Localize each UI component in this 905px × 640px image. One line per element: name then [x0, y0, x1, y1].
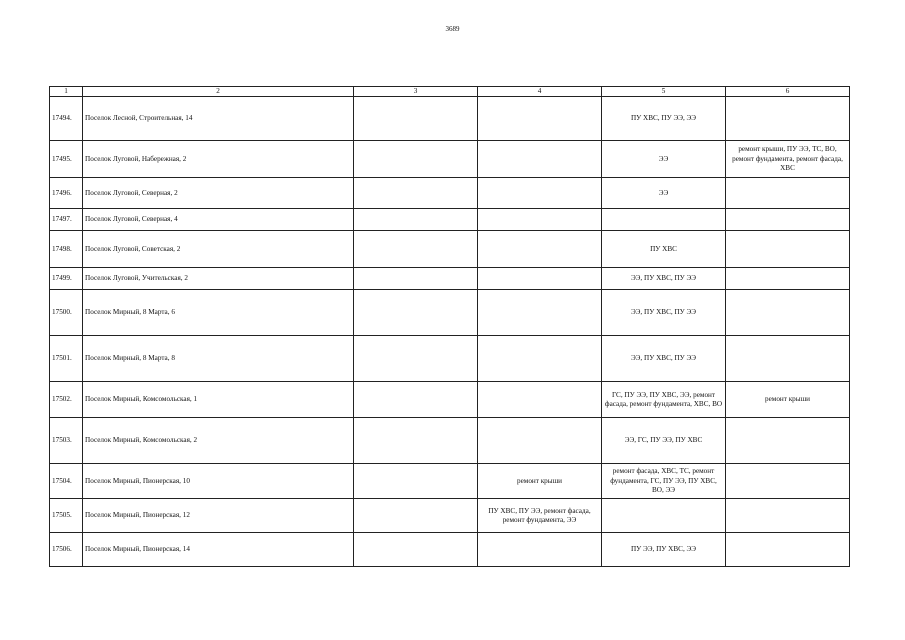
column-4-cell [478, 533, 602, 567]
column-6-cell [726, 209, 850, 231]
table-row [50, 178, 850, 209]
column-4-cell [478, 141, 602, 178]
address-cell: Поселок Мирный, Пионерская, 14 [83, 533, 354, 567]
column-5-cell [602, 209, 726, 231]
column-3-cell [354, 141, 478, 178]
row-number: 17496. [50, 178, 83, 209]
column-3-cell [354, 268, 478, 290]
column-6-cell [726, 231, 850, 268]
address-cell: Поселок Мирный, Комсомольская, 2 [83, 418, 354, 464]
column-header: 6 [726, 87, 850, 97]
column-4-cell [478, 97, 602, 141]
column-5-cell: ПУ ХВС [602, 231, 726, 268]
column-5-cell: ПУ ХВС, ПУ ЭЭ, ЭЭ [602, 97, 726, 141]
column-5-cell: ремонт фасада, ХВС, ТС, ремонт фундамента, ГС, ПУ ЭЭ, ПУ ХВС, ВО, ЭЭ [602, 464, 726, 499]
column-4-cell [478, 268, 602, 290]
column-6-cell [726, 97, 850, 141]
column-4-cell [478, 178, 602, 209]
column-header: 1 [50, 87, 83, 97]
table-body [50, 97, 850, 567]
column-5-cell: ЭЭ [602, 178, 726, 209]
row-number: 17495. [50, 141, 83, 178]
row-number: 17501. [50, 336, 83, 382]
column-6-cell [726, 533, 850, 567]
column-6-cell [726, 268, 850, 290]
column-header: 3 [354, 87, 478, 97]
column-5-cell: ПУ ЭЭ, ПУ ХВС, ЭЭ [602, 533, 726, 567]
column-5-cell [602, 499, 726, 533]
address-cell: Поселок Луговой, Северная, 4 [83, 209, 354, 231]
column-4-cell: ремонт крыши [478, 464, 602, 499]
column-3-cell [354, 499, 478, 533]
column-4-cell [478, 336, 602, 382]
row-number: 17506. [50, 533, 83, 567]
column-5-cell: ЭЭ, ПУ ХВС, ПУ ЭЭ [602, 336, 726, 382]
column-3-cell [354, 382, 478, 418]
table-row [50, 382, 850, 418]
register-table [49, 86, 850, 567]
address-cell: Поселок Мирный, Комсомольская, 1 [83, 382, 354, 418]
row-number: 17497. [50, 209, 83, 231]
table-row [50, 97, 850, 141]
address-cell: Поселок Луговой, Учительская, 2 [83, 268, 354, 290]
column-3-cell [354, 231, 478, 268]
table-row [50, 290, 850, 336]
address-cell: Поселок Мирный, Пионерская, 10 [83, 464, 354, 499]
address-cell: Поселок Мирный, 8 Марта, 8 [83, 336, 354, 382]
table-row [50, 231, 850, 268]
address-cell: Поселок Лесной, Строительная, 14 [83, 97, 354, 141]
column-5-cell: ЭЭ, ПУ ХВС, ПУ ЭЭ [602, 290, 726, 336]
column-4-cell [478, 418, 602, 464]
column-3-cell [354, 97, 478, 141]
column-3-cell [354, 533, 478, 567]
column-6-cell [726, 336, 850, 382]
column-4-cell [478, 209, 602, 231]
address-cell: Поселок Луговой, Советская, 2 [83, 231, 354, 268]
column-6-cell [726, 290, 850, 336]
column-6-cell: ремонт крыши, ПУ ЭЭ, ТС, ВО, ремонт фундамента, ремонт фасада, ХВС [726, 141, 850, 178]
column-header: 4 [478, 87, 602, 97]
table-row [50, 533, 850, 567]
table-row [50, 141, 850, 178]
column-3-cell [354, 209, 478, 231]
column-5-cell: ГС, ПУ ЭЭ, ПУ ХВС, ЭЭ, ремонт фасада, ремонт фундамента, ХВС, ВО [602, 382, 726, 418]
table-row [50, 209, 850, 231]
table-row [50, 336, 850, 382]
column-5-cell: ЭЭ, ГС, ПУ ЭЭ, ПУ ХВС [602, 418, 726, 464]
table-row [50, 268, 850, 290]
column-6-cell: ремонт крыши [726, 382, 850, 418]
row-number: 17500. [50, 290, 83, 336]
row-number: 17502. [50, 382, 83, 418]
column-5-cell: ЭЭ [602, 141, 726, 178]
table-row [50, 499, 850, 533]
address-cell: Поселок Мирный, 8 Марта, 6 [83, 290, 354, 336]
address-cell: Поселок Луговой, Северная, 2 [83, 178, 354, 209]
column-header: 5 [602, 87, 726, 97]
column-6-cell [726, 178, 850, 209]
column-6-cell [726, 464, 850, 499]
column-4-cell [478, 231, 602, 268]
address-cell: Поселок Мирный, Пионерская, 12 [83, 499, 354, 533]
column-3-cell [354, 336, 478, 382]
column-4-cell: ПУ ХВС, ПУ ЭЭ, ремонт фасада, ремонт фундамента, ЭЭ [478, 499, 602, 533]
row-number: 17499. [50, 268, 83, 290]
column-6-cell [726, 499, 850, 533]
table-row [50, 464, 850, 499]
column-4-cell [478, 290, 602, 336]
column-3-cell [354, 290, 478, 336]
column-4-cell [478, 382, 602, 418]
page-number: 3689 [445, 25, 460, 33]
column-6-cell [726, 418, 850, 464]
row-number: 17505. [50, 499, 83, 533]
column-5-cell: ЭЭ, ПУ ХВС, ПУ ЭЭ [602, 268, 726, 290]
column-3-cell [354, 464, 478, 499]
row-number: 17504. [50, 464, 83, 499]
row-number: 17494. [50, 97, 83, 141]
column-3-cell [354, 178, 478, 209]
row-number: 17498. [50, 231, 83, 268]
address-cell: Поселок Луговой, Набережная, 2 [83, 141, 354, 178]
row-number: 17503. [50, 418, 83, 464]
table-row [50, 418, 850, 464]
header-row [50, 87, 850, 97]
column-header: 2 [83, 87, 354, 97]
column-3-cell [354, 418, 478, 464]
